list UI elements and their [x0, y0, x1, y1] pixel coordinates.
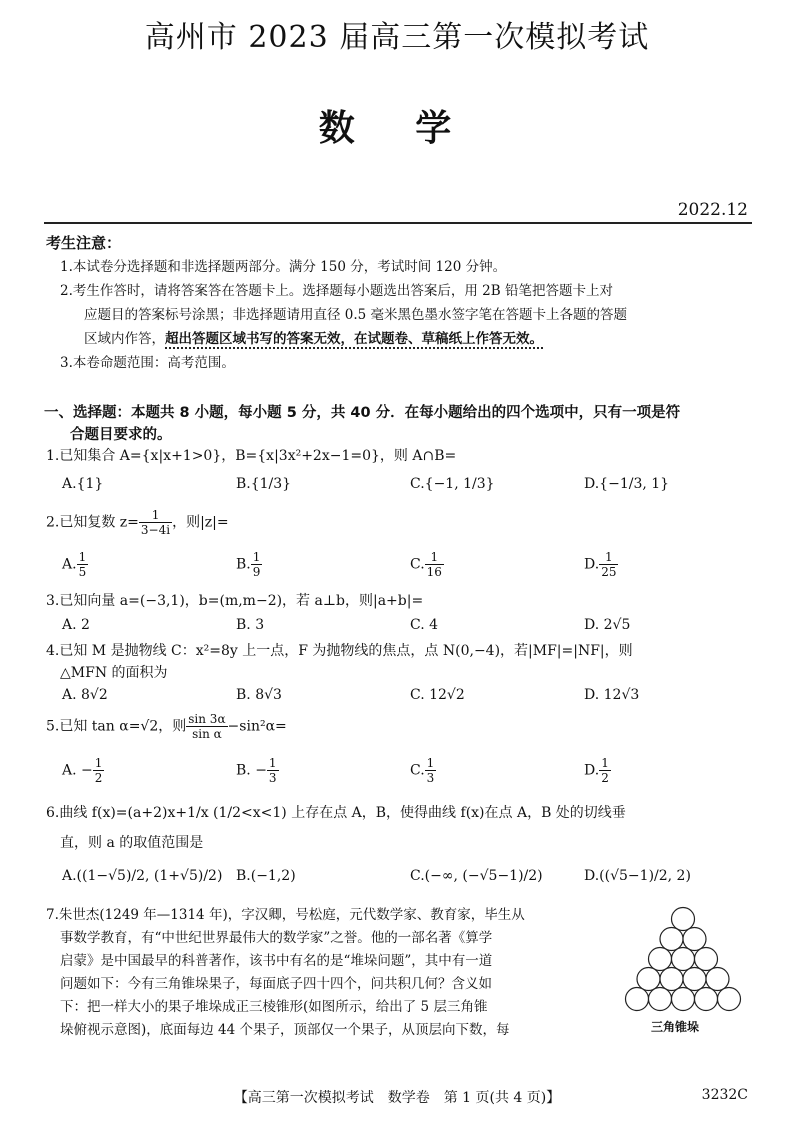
q2-a-num: 1: [78, 550, 87, 564]
question-6-stem-cont: 直，则 a 的取值范围是: [60, 835, 204, 851]
q4-option-a: A. 8√2: [62, 687, 108, 703]
fruit-circle: [637, 968, 660, 991]
q2-b-num: 1: [252, 550, 261, 564]
fruit-circle: [718, 988, 741, 1011]
q5-d-label: D.: [584, 762, 600, 779]
q4-option-b: B. 8√3: [236, 687, 282, 703]
q2-stem-post: ，则|z|=: [172, 514, 229, 531]
q2-c-den: 16: [426, 565, 442, 579]
exam-title: 高州市 2023 届高三第一次模拟考试: [144, 20, 650, 55]
section-heading: 一、选择题：本题共 8 小题，每小题 5 分，共 40 分．在每小题给出的四个选项中，只有一项是符: [44, 405, 681, 421]
q6-option-b: B.(−1,2): [236, 868, 296, 884]
q5-a-frac: [93, 756, 105, 785]
figure-caption: 三角锥垛: [651, 1020, 700, 1034]
q1-option-a: A.{1}: [62, 476, 104, 492]
q5-c-num: 1: [426, 756, 435, 770]
fruit-circle: [649, 948, 672, 971]
q5-b-label: B. −: [236, 762, 267, 779]
q2-a-den: 5: [78, 565, 87, 579]
q1-option-c: C.{−1, 1/3}: [410, 476, 495, 492]
notice-item-2: 2.考生作答时，请将答案答在答题卡上。选择题每小题选出答案后，用 2B 铅笔把答题卡上对: [60, 283, 613, 299]
q5-a-den: 2: [94, 771, 103, 785]
q5-c-label: C.: [410, 762, 425, 779]
fruit-circle: [672, 988, 695, 1011]
fruit-circle: [695, 988, 718, 1011]
q2-d-label: D.: [584, 556, 600, 573]
q5-denominator: sin α: [192, 727, 222, 741]
question-6-stem: 6.曲线 f(x)=(a+2)x+1/x (1/2<x<1) 上存在点 A，B，使得曲线 f(x)在点 A，B 处的切线垂: [46, 805, 626, 821]
q2-b-frac: [251, 550, 263, 579]
q3-option-d: D. 2√5: [584, 617, 631, 633]
question-4-stem: 4.已知 M 是抛物线 C：x²=8y 上一点，F 为抛物线的焦点，点 N(0,−4)，若|MF|=|NF|，则: [46, 643, 633, 659]
q3-option-c: C. 4: [410, 617, 439, 633]
q2-b-label: B.: [236, 556, 251, 573]
q5-a-num: 1: [94, 756, 103, 770]
q5-option-c: [410, 756, 436, 785]
pyramid-figure: [618, 905, 748, 1013]
q5-option-d: [584, 756, 611, 785]
q2-a-frac: [77, 550, 89, 579]
q5-b-num: 1: [268, 756, 277, 770]
notice-item-1: 1.本试卷分选择题和非选择题两部分。满分 150 分，考试时间 120 分钟。: [60, 259, 507, 275]
q2-option-c: [410, 550, 444, 579]
question-2-stem: [46, 508, 229, 537]
fruit-circle: [706, 968, 729, 991]
section-heading-cont: 合题目要求的。: [70, 427, 172, 443]
q3-option-a: A. 2: [62, 617, 90, 633]
fruit-circle: [695, 948, 718, 971]
fruit-circle: [626, 988, 649, 1011]
q2-c-num: 1: [425, 550, 444, 565]
q4-option-d: D. 12√3: [584, 687, 640, 703]
q7-line-4: 问题如下：今有三角锥垛果子，每面底子四十四个，问共积几何？含义如: [60, 976, 492, 992]
q7-line-1: 7.朱世杰(1249 年—1314 年)，字汉卿，号松庭，元代数学家、教育家，毕生从: [46, 907, 525, 923]
q7-line-6: 垛俯视示意图)，底面每边 44 个果子，顶部仅一个果子，从顶层向下数，每: [60, 1022, 510, 1038]
q7-line-5: 下：把一样大小的果子堆垛成正三棱锥形(如图所示，给出了 5 层三角锥: [60, 999, 488, 1015]
notice-item-2-end: [84, 327, 778, 351]
q5-b-den: 3: [268, 771, 277, 785]
q2-denominator: 3−4i: [140, 523, 171, 537]
notice-emphasis: 超出答题区域书写的答案无效，在试题卷、草稿纸上作答无效。: [165, 331, 543, 347]
page-footer: 【高三第一次模拟考试 数学卷 第 1 页(共 4 页)】: [233, 1090, 561, 1106]
notice-heading: 考生注意：: [46, 234, 122, 252]
q5-d-frac: [599, 756, 611, 785]
q2-c-label: C.: [410, 556, 425, 573]
q5-numerator: sin 3α: [188, 712, 226, 726]
q5-b-frac: [267, 756, 279, 785]
q2-option-a: [62, 550, 88, 579]
q5-stem-post: −sin²α=: [227, 718, 287, 735]
question-3-stem: 3.已知向量 a=(−3,1)，b=(m,m−2)，若 a⊥b，则|a+b|=: [46, 593, 424, 609]
q5-d-num: 1: [601, 756, 609, 770]
q1-option-d: D.{−1/3, 1}: [584, 476, 670, 492]
fruit-circle: [660, 928, 683, 951]
fruit-circle: [660, 968, 683, 991]
fruit-circle: [649, 988, 672, 1011]
fruit-circle: [683, 928, 706, 951]
q5-c-den: 3: [426, 771, 435, 785]
q2-d-frac: [599, 550, 618, 579]
q5-fraction: [186, 712, 227, 741]
q2-option-d: [584, 550, 618, 579]
q6-option-c: C.(−∞, (−√5−1)/2): [410, 868, 543, 884]
header-rule: [44, 222, 752, 224]
exam-date: 2022.12: [677, 200, 748, 220]
q2-numerator: 1: [139, 508, 172, 523]
q2-d-den: 25: [601, 565, 617, 579]
q4-option-c: C. 12√2: [410, 687, 465, 703]
q6-option-d: D.((√5−1)/2, 2): [584, 868, 691, 884]
q5-a-label: A. −: [62, 762, 93, 779]
q7-line-3: 启蒙》是中国最早的科普著作，该书中有名的是“堆垛问题”，其中有一道: [60, 953, 493, 969]
q2-d-num: 1: [599, 550, 618, 565]
q5-stem-pre: 5.已知 tan α=√2，则: [46, 718, 187, 735]
fruit-circle: [672, 948, 695, 971]
q2-option-b: [236, 550, 262, 579]
notice-item-2-cont: 应题目的答案标号涂黑；非选择题请用直径 0.5 毫米黑色墨水签字笔在答题卡上各题的答题: [84, 307, 628, 323]
notice-text: 区域内作答，: [84, 331, 165, 347]
question-4-stem-cont: △MFN 的面积为: [60, 665, 168, 681]
q2-b-den: 9: [252, 565, 261, 579]
q2-stem-pre: 2.已知复数 z=: [46, 514, 139, 531]
q2-a-label: A.: [62, 556, 77, 573]
subject-title: 数 学: [318, 107, 476, 149]
q6-option-a: A.((1−√5)/2, (1+√5)/2): [62, 868, 223, 884]
question-5-stem: [46, 712, 287, 741]
q5-c-frac: [425, 756, 437, 785]
q5-d-den: 2: [601, 771, 609, 785]
paper-code: 3232C: [701, 1087, 748, 1103]
q3-option-b: B. 3: [236, 617, 265, 633]
q5-option-a: [62, 756, 104, 785]
q2-fraction: [139, 508, 172, 537]
notice-item-3: 3.本卷命题范围：高考范围。: [60, 355, 235, 371]
question-1-stem: 1.已知集合 A={x|x+1>0}，B={x|3x²+2x−1=0}，则 A∩B=: [46, 448, 457, 464]
q2-c-frac: [425, 550, 444, 579]
fruit-circle: [683, 968, 706, 991]
fruit-circle: [672, 908, 695, 931]
q5-option-b: [236, 756, 279, 785]
q1-option-b: B.{1/3}: [236, 476, 292, 492]
q7-line-2: 事数学教育，有“中世纪世界最伟大的数学家”之誉。他的一部名著《算学: [60, 930, 493, 946]
